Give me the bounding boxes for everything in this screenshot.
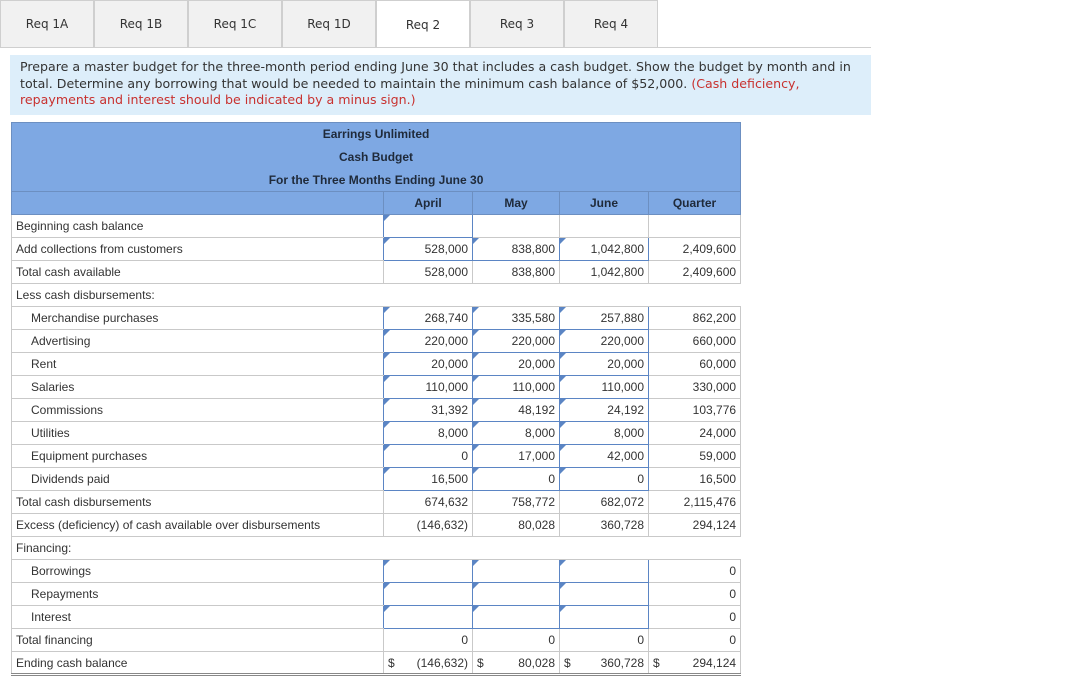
row-dividends-paid-april-input[interactable]: 16,500: [384, 468, 473, 491]
row-ending-cash-may-amount: 80,028: [518, 655, 555, 670]
row-less-disbursements-label: Less cash disbursements:: [12, 284, 741, 307]
row-salaries-may-input[interactable]: 110,000: [473, 376, 560, 399]
row-rent-may-input[interactable]: 20,000: [473, 353, 560, 376]
row-salaries-quarter-value: 330,000: [649, 376, 741, 399]
row-collections-quarter-value: 2,409,600: [649, 238, 741, 261]
row-dividends-paid-label: Dividends paid: [12, 468, 384, 491]
instructions-box: [10, 55, 871, 115]
row-repayments-june-input[interactable]: [560, 583, 649, 606]
column-header-may: May: [473, 192, 560, 215]
row-salaries-label: Salaries: [12, 376, 384, 399]
row-excess-deficiency-label: Excess (deficiency) of cash available over disbursements: [12, 514, 384, 537]
row-utilities-label: Utilities: [12, 422, 384, 445]
column-header-blank: [12, 192, 384, 215]
tab-req-2[interactable]: Req 2: [376, 0, 470, 48]
row-beginning-cash-april-input[interactable]: [384, 215, 473, 238]
row-total-disbursements-may-value: 758,772: [473, 491, 560, 514]
row-repayments-quarter-value: 0: [649, 583, 741, 606]
row-excess-deficiency-april-value: (146,632): [384, 514, 473, 537]
company-name: Earrings Unlimited: [12, 123, 741, 146]
row-beginning-cash-label: Beginning cash balance: [12, 215, 384, 238]
row-repayments-april-input[interactable]: [384, 583, 473, 606]
row-advertising-label: Advertising: [12, 330, 384, 353]
row-commissions-june-input[interactable]: 24,192: [560, 399, 649, 422]
row-equipment-purchases-quarter-value: 59,000: [649, 445, 741, 468]
row-ending-cash-label: Ending cash balance: [12, 652, 384, 675]
row-equipment-purchases-april-input[interactable]: 0: [384, 445, 473, 468]
column-header-june: June: [560, 192, 649, 215]
row-advertising-may-input[interactable]: 220,000: [473, 330, 560, 353]
row-rent-april-input[interactable]: 20,000: [384, 353, 473, 376]
row-total-financing-label: Total financing: [12, 629, 384, 652]
row-collections-label: Add collections from customers: [12, 238, 384, 261]
currency-symbol: $: [653, 655, 660, 670]
row-excess-deficiency: [12, 514, 741, 537]
currency-symbol: $: [564, 655, 571, 670]
row-borrowings-quarter-value: 0: [649, 560, 741, 583]
instructions-text: Prepare a master budget for the three-month period ending June 30 that includes a cash budget. Show the budget by month and in total. Determine any borrowing that would be needed to maintain the minimum cash balance of $52,000.: [20, 59, 851, 91]
row-beginning-cash-quarter-value: [649, 215, 741, 238]
row-interest-may-input[interactable]: [473, 606, 560, 629]
row-merchandise-purchases-april-input[interactable]: 268,740: [384, 307, 473, 330]
budget-period: For the Three Months Ending June 30: [12, 169, 741, 192]
tab-req-1b[interactable]: Req 1B: [94, 0, 188, 47]
row-utilities-may-input[interactable]: 8,000: [473, 422, 560, 445]
row-equipment-purchases-label: Equipment purchases: [12, 445, 384, 468]
row-rent-quarter-value: 60,000: [649, 353, 741, 376]
row-ending-cash-april-value: [384, 652, 473, 675]
tab-req-4[interactable]: Req 4: [564, 0, 658, 47]
row-total-available-quarter-value: 2,409,600: [649, 261, 741, 284]
row-commissions-may-input[interactable]: 48,192: [473, 399, 560, 422]
row-interest-quarter-value: 0: [649, 606, 741, 629]
row-repayments-label: Repayments: [12, 583, 384, 606]
row-ending-cash: [12, 652, 741, 675]
row-dividends-paid: [12, 468, 741, 491]
row-ending-cash-june-value: [560, 652, 649, 675]
row-beginning-cash: [12, 215, 741, 238]
row-borrowings-label: Borrowings: [12, 560, 384, 583]
row-interest: [12, 606, 741, 629]
row-ending-cash-may-value: [473, 652, 560, 675]
row-ending-cash-quarter-value: [649, 652, 741, 675]
row-total-available-may-value: 838,800: [473, 261, 560, 284]
row-beginning-cash-june-value: [560, 215, 649, 238]
row-total-disbursements-label: Total cash disbursements: [12, 491, 384, 514]
row-total-financing: [12, 629, 741, 652]
row-collections-april-input[interactable]: 528,000: [384, 238, 473, 261]
row-borrowings-june-input[interactable]: [560, 560, 649, 583]
row-salaries-april-input[interactable]: 110,000: [384, 376, 473, 399]
row-total-disbursements-quarter-value: 2,115,476: [649, 491, 741, 514]
budget-title: Cash Budget: [12, 146, 741, 169]
row-ending-cash-june-amount: 360,728: [600, 655, 644, 670]
row-total-financing-quarter-value: 0: [649, 629, 741, 652]
row-collections-may-input[interactable]: 838,800: [473, 238, 560, 261]
row-salaries-june-input[interactable]: 110,000: [560, 376, 649, 399]
row-advertising-june-input[interactable]: 220,000: [560, 330, 649, 353]
row-ending-cash-quarter-amount: 294,124: [692, 655, 737, 670]
row-financing-label: Financing:: [12, 537, 741, 560]
row-utilities-june-input[interactable]: 8,000: [560, 422, 649, 445]
tab-req-1a[interactable]: Req 1A: [0, 0, 94, 47]
column-header-quarter: Quarter: [649, 192, 741, 215]
row-borrowings: [12, 560, 741, 583]
row-total-disbursements-june-value: 682,072: [560, 491, 649, 514]
row-commissions-april-input[interactable]: 31,392: [384, 399, 473, 422]
tab-req-1d[interactable]: Req 1D: [282, 0, 376, 47]
row-total-financing-june-value: 0: [560, 629, 649, 652]
row-interest-label: Interest: [12, 606, 384, 629]
row-commissions-label: Commissions: [12, 399, 384, 422]
row-equipment-purchases-june-input[interactable]: 42,000: [560, 445, 649, 468]
row-ending-cash-april-amount: (146,632): [416, 655, 468, 670]
row-equipment-purchases-may-input[interactable]: 17,000: [473, 445, 560, 468]
row-repayments: [12, 583, 741, 606]
instructions-note: (Cash deficiency, repayments and interest should be indicated by a minus sign.): [20, 75, 800, 107]
row-interest-april-input[interactable]: [384, 606, 473, 629]
row-commissions: [12, 399, 741, 422]
row-merchandise-purchases-may-input[interactable]: 335,580: [473, 307, 560, 330]
currency-symbol: $: [388, 655, 395, 670]
row-interest-june-input[interactable]: [560, 606, 649, 629]
row-advertising-quarter-value: 660,000: [649, 330, 741, 353]
cash-budget-table: [11, 122, 741, 676]
row-borrowings-april-input[interactable]: [384, 560, 473, 583]
currency-symbol: $: [477, 655, 484, 670]
row-total-financing-april-value: 0: [384, 629, 473, 652]
tab-divider: [0, 47, 871, 48]
row-utilities-quarter-value: 24,000: [649, 422, 741, 445]
row-borrowings-may-input[interactable]: [473, 560, 560, 583]
row-rent-june-input[interactable]: 20,000: [560, 353, 649, 376]
row-total-available-april-value: 528,000: [384, 261, 473, 284]
row-merchandise-purchases-june-input[interactable]: 257,880: [560, 307, 649, 330]
row-dividends-paid-june-input[interactable]: 0: [560, 468, 649, 491]
row-total-disbursements-april-value: 674,632: [384, 491, 473, 514]
row-advertising-april-input[interactable]: 220,000: [384, 330, 473, 353]
row-rent-label: Rent: [12, 353, 384, 376]
row-excess-deficiency-quarter-value: 294,124: [649, 514, 741, 537]
row-merchandise-purchases: [12, 307, 741, 330]
row-dividends-paid-quarter-value: 16,500: [649, 468, 741, 491]
tab-req-1c[interactable]: Req 1C: [188, 0, 282, 47]
row-dividends-paid-may-input[interactable]: 0: [473, 468, 560, 491]
row-excess-deficiency-june-value: 360,728: [560, 514, 649, 537]
column-header-april: April: [384, 192, 473, 215]
row-collections: [12, 238, 741, 261]
row-rent: [12, 353, 741, 376]
row-utilities-april-input[interactable]: 8,000: [384, 422, 473, 445]
row-collections-june-input[interactable]: 1,042,800: [560, 238, 649, 261]
row-excess-deficiency-may-value: 80,028: [473, 514, 560, 537]
row-financing: [12, 537, 741, 560]
row-equipment-purchases: [12, 445, 741, 468]
row-beginning-cash-may-value: [473, 215, 560, 238]
row-total-available-label: Total cash available: [12, 261, 384, 284]
row-total-financing-may-value: 0: [473, 629, 560, 652]
row-less-disbursements: [12, 284, 741, 307]
row-repayments-may-input[interactable]: [473, 583, 560, 606]
row-utilities: [12, 422, 741, 445]
row-merchandise-purchases-label: Merchandise purchases: [12, 307, 384, 330]
row-advertising: [12, 330, 741, 353]
tab-req-3[interactable]: Req 3: [470, 0, 564, 47]
row-merchandise-purchases-quarter-value: 862,200: [649, 307, 741, 330]
row-salaries: [12, 376, 741, 399]
row-total-available-june-value: 1,042,800: [560, 261, 649, 284]
requirement-tabs: [0, 0, 658, 48]
row-commissions-quarter-value: 103,776: [649, 399, 741, 422]
row-total-disbursements: [12, 491, 741, 514]
row-total-available: [12, 261, 741, 284]
